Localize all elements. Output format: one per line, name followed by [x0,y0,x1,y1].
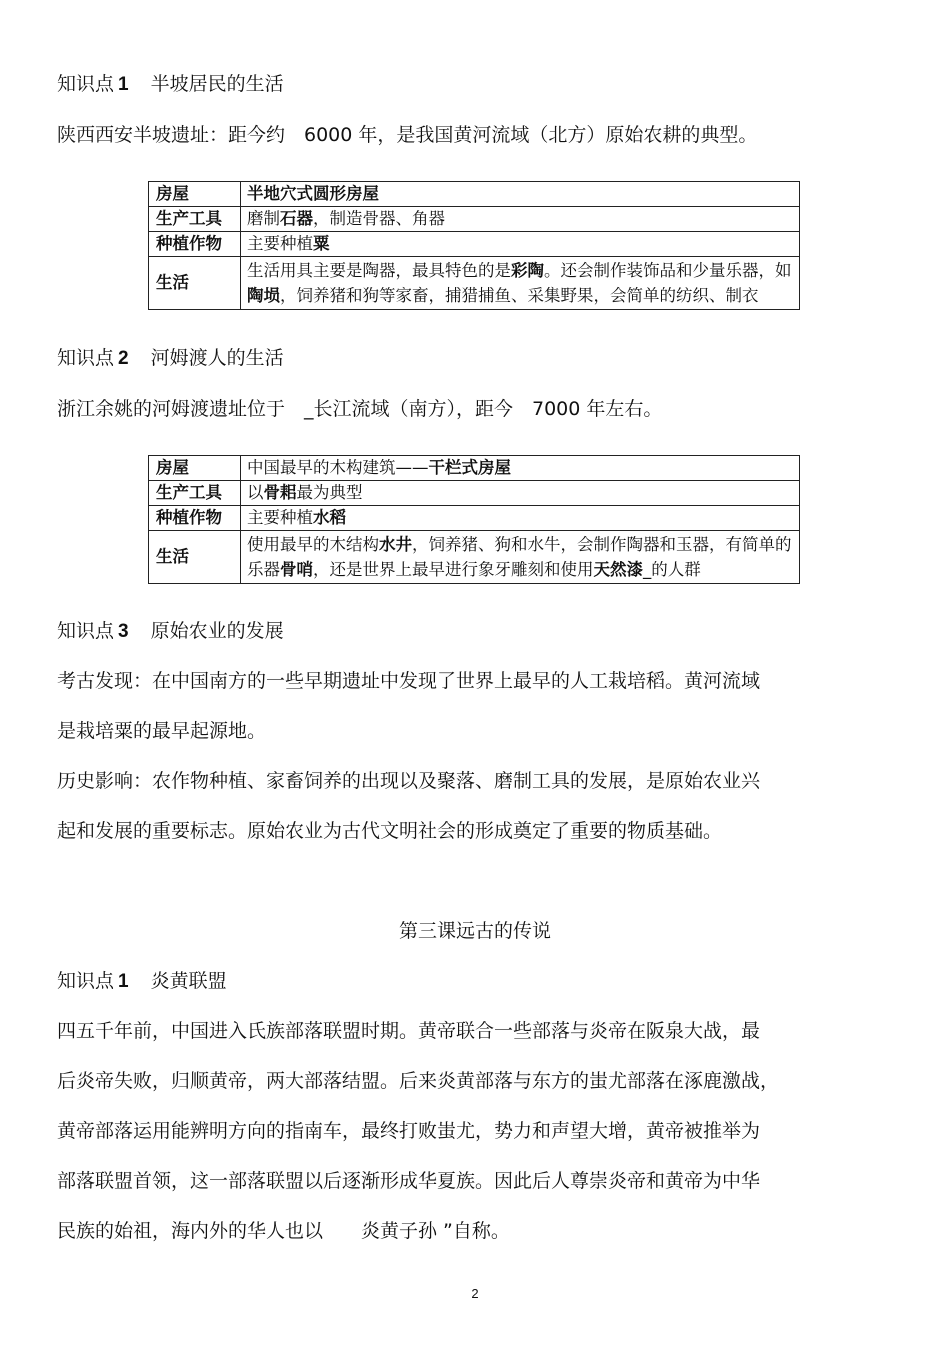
row-key: 生产工具 [149,207,241,232]
row-value-bold: 半地穴式圆形房屋 [247,184,379,203]
row-value [241,531,800,584]
row-value [241,207,800,232]
paragraph-line: 起和发展的重要标志。原始农业为古代文明社会的形成奠定了重要的物质基础。 [57,820,723,842]
heading-prefix: 知识点 [57,73,115,95]
value-bold: 骨耜 [263,483,297,502]
paragraph-line: 是栽培粟的最早起源地。 [57,720,267,742]
value-text: 磨制 [247,209,280,228]
value-text: 最为典型 [296,483,363,502]
section-heading-1 [57,70,284,99]
section-heading-4 [57,967,227,996]
row-value [241,182,800,207]
section-heading-2 [57,344,284,373]
row-key: 种植作物 [149,506,241,531]
row-key: 生活 [149,531,241,584]
value-text: ，制造骨器、角器 [313,209,445,228]
table-row [149,506,800,531]
banpo-table [148,181,800,310]
row-value [241,506,800,531]
table-row [149,182,800,207]
row-key: 种植作物 [149,232,241,257]
paragraph-line: 考古发现：在中国南方的一些早期遗址中发现了世界上最早的人工栽培稻。黄河流域 [57,670,761,692]
heading-number: 1 [118,971,129,992]
table-row [149,207,800,232]
value-bold: 陶埙 [247,286,280,305]
value-text: 主要种植 [247,508,313,527]
paragraph-line: 部落联盟首领，这一部落联盟以后逐渐形成华夏族。因此后人尊崇炎帝和黄帝为中华 [57,1170,761,1192]
table-row [149,257,800,310]
heading-title: 河姆渡人的生活 [150,347,284,369]
paragraph-line: 后炎帝失败，归顺黄帝，两大部落结盟。后来炎黄部落与东方的蚩尤部落在涿鹿激战， [57,1070,780,1092]
table-row [149,232,800,257]
heading-title: 原始农业的发展 [150,620,284,642]
row-key: 房屋 [149,456,241,481]
row-value [241,232,800,257]
intro-text: 陕西西安半坡遗址：距今约 6000 年，是我国黄河流域（北方）原始农耕的典型。 [57,124,758,146]
heading-prefix: 知识点 [57,347,115,369]
value-text: 使用最早的木结构 [247,535,379,554]
row-value [241,257,800,310]
value-bold: 骨哨 [280,560,313,579]
paragraph-line: 历史影响：农作物种植、家畜饲养的出现以及聚落、磨制工具的发展，是原始农业兴 [57,770,761,792]
row-key: 生产工具 [149,481,241,506]
hemudu-table [148,455,800,584]
value-text: ，还是世界上最早进行象牙雕刻和使用 [313,560,594,579]
heading-title: 半坡居民的生活 [150,73,284,95]
table-row [149,481,800,506]
value-text: 生活用具主要是陶器，最具特色的是 [247,261,511,280]
heading-prefix: 知识点 [57,970,115,992]
value-text: ，饲养猪和狗等家畜，捕猎捕鱼、采集野果，会简单的纺织、制衣 [280,286,759,305]
value-text: _的人群 [643,560,701,579]
lesson-title: 第三课远古的传说 [398,920,551,942]
paragraph-line: 四五千年前，中国进入氏族部落联盟时期。黄帝联合一些部落与炎帝在阪泉大战，最 [57,1020,761,1042]
value-bold: 水稻 [313,508,346,527]
value-bold: 彩陶 [511,261,544,280]
value-text: 。还会制作装饰品和少量乐器，如 [544,261,792,280]
paragraph-line: 民族的始祖，海内外的华人也以 炎黄子孙 ”自称。 [57,1220,510,1242]
value-text: 以 [247,483,264,502]
row-key: 生活 [149,257,241,310]
intro-text: 浙江余姚的河姆渡遗址位于 _长江流域（南方），距今 7000 年左右。 [57,398,663,420]
heading-number: 2 [118,348,129,369]
row-value [241,456,800,481]
table-row [149,531,800,584]
value-text: 主要种植 [247,234,313,253]
value-bold: 粟 [313,234,330,253]
heading-number: 3 [118,621,129,642]
value-bold: 天然漆 [593,560,643,579]
heading-number: 1 [118,74,129,95]
row-key: 房屋 [149,182,241,207]
value-bold: 干栏式房屋 [428,458,511,477]
paragraph-line: 黄帝部落运用能辨明方向的指南车，最终打败蚩尤，势力和声望大增，黄帝被推举为 [57,1120,761,1142]
section-heading-3 [57,617,284,646]
value-text: ，饲养猪、狗和水牛，会制作陶器和玉器，有简单的乐器 [247,535,792,579]
page-number: 2 [471,1286,479,1301]
value-bold: 水井 [379,535,412,554]
heading-prefix: 知识点 [57,620,115,642]
table-row [149,456,800,481]
value-text: 中国最早的木构建筑—— [247,458,429,477]
heading-title: 炎黄联盟 [150,970,227,992]
value-bold: 石器 [280,209,313,228]
row-value [241,481,800,506]
